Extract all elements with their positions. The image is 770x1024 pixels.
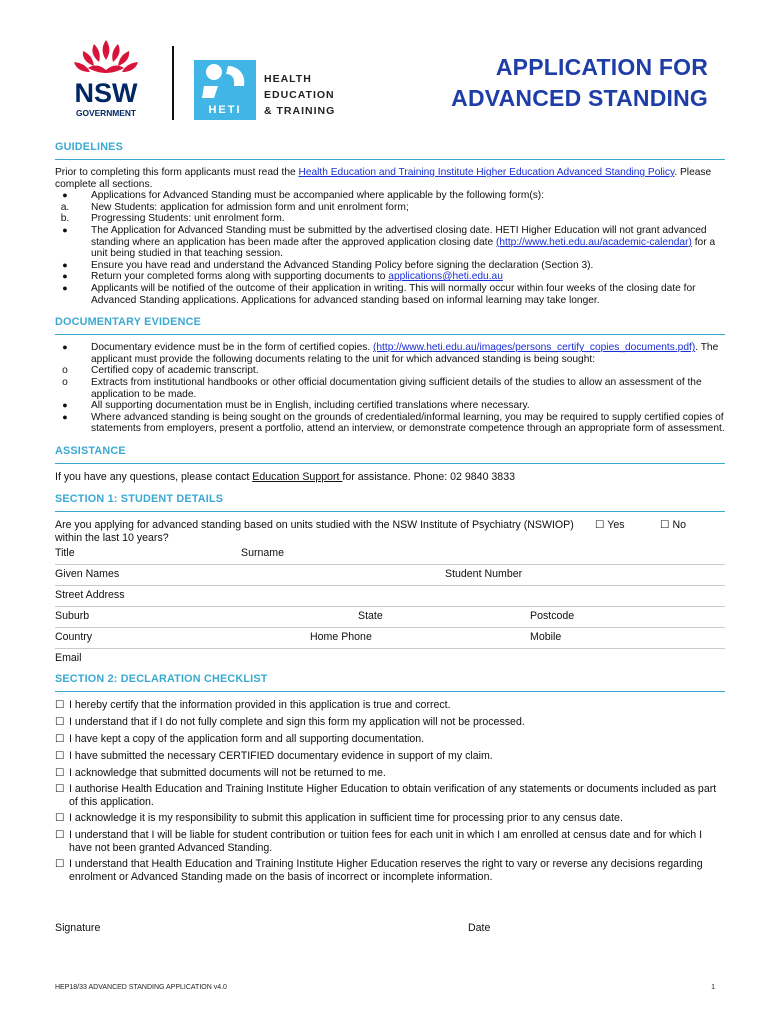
guideline-item (55, 225, 725, 260)
declaration-item[interactable] (55, 829, 725, 854)
checkbox-icon[interactable]: ☐ (55, 732, 65, 745)
evidence-item (55, 400, 725, 412)
evidence-heading: DOCUMENTARY EVIDENCE (55, 316, 725, 335)
bullet-icon: ● (62, 190, 68, 201)
section1-heading: SECTION 1: STUDENT DETAILS (55, 493, 725, 512)
assistance-text (55, 471, 725, 484)
no-checkbox[interactable]: ☐ No (660, 519, 686, 532)
bullet-icon: ● (62, 259, 68, 270)
email-field[interactable]: Email (55, 652, 82, 665)
circle-bullet-icon: o (62, 365, 68, 377)
student-number-field[interactable]: Student Number (445, 568, 523, 581)
section2-heading: SECTION 2: DECLARATION CHECKLIST (55, 673, 725, 692)
guideline-subitem-text: Progressing Students: unit enrolment form. (91, 213, 285, 225)
guidelines-intro-text: Prior to completing this form applicants must read the (55, 167, 299, 178)
heti-logo-badge-text: HETI (208, 104, 242, 116)
home-phone-field[interactable]: Home Phone (310, 631, 372, 644)
checkbox-icon[interactable]: ☐ (55, 829, 65, 842)
evidence-subitem (55, 365, 725, 377)
guideline-text: The Application for Advanced Standing must be submitted by the advertised closing date. HETI Higher Education will not grant advanced standing where an application has been made after the approved application closing date (91, 224, 707, 248)
page-number: 1 (711, 984, 715, 991)
nswiop-options (595, 519, 725, 532)
surname-field[interactable]: Surname (241, 547, 284, 560)
signature-field[interactable]: Signature (55, 922, 101, 934)
bullet-icon: ● (62, 271, 68, 282)
declaration-checklist (55, 699, 725, 883)
education-support-link[interactable]: Education Support (252, 470, 343, 483)
yes-checkbox[interactable]: ☐ Yes (595, 519, 625, 532)
page-title (451, 52, 708, 114)
declaration-item[interactable] (55, 750, 725, 762)
nsw-government-logo (64, 38, 148, 124)
declaration-item[interactable] (55, 812, 725, 824)
state-field[interactable]: State (358, 610, 383, 623)
evidence-subitem-text: Certified copy of academic transcript. (91, 365, 259, 377)
title-field[interactable]: Title (55, 547, 75, 560)
nsw-logo-text: NSW (74, 78, 138, 108)
nsw-logo-subtext: GOVERNMENT (75, 108, 137, 118)
academic-calendar-link[interactable]: (http://www.heti.edu.au/academic-calendar) (495, 236, 692, 248)
field-row (55, 544, 725, 565)
suburb-field[interactable]: Suburb (55, 610, 90, 623)
declaration-text: I understand that if I do not fully complete and sign this form my application will not be processed. (69, 716, 525, 729)
heti-logo (194, 60, 256, 120)
evidence-subitem (55, 377, 725, 400)
evidence-item (55, 342, 725, 365)
heti-logo-wordmark (264, 71, 335, 119)
bullet-icon: ● (62, 282, 68, 293)
guideline-subitem-text: New Students: application for admission form and unit enrolment form; (91, 201, 409, 213)
bullet-icon: ● (62, 342, 68, 353)
list-marker: b. (60, 213, 70, 225)
heti-wordmark-line-1: HEALTH (264, 73, 312, 85)
evidence-text: All supporting documentation must be in English, including certified translations where necessary. (91, 400, 530, 412)
declaration-item[interactable] (55, 716, 725, 728)
bullet-icon: ● (62, 400, 68, 411)
form-content (55, 141, 725, 887)
checkbox-icon[interactable]: ☐ (55, 812, 65, 825)
declaration-item[interactable] (55, 767, 725, 779)
guideline-item (55, 190, 725, 202)
checkbox-icon[interactable]: ☐ (55, 783, 65, 796)
field-row (55, 565, 725, 586)
declaration-text: I authorise Health Education and Training Institute Higher Education to obtain verification of any statements or documents included as part of this application. (69, 783, 717, 808)
evidence-item (55, 412, 725, 435)
field-row (55, 649, 725, 670)
checkbox-icon[interactable]: ☐ (55, 766, 65, 779)
guideline-text: Ensure you have read and understand the Advanced Standing Policy before signing the declaration (Section 3). (91, 259, 594, 271)
guideline-item (55, 283, 725, 306)
certify-copies-link[interactable]: (http://www.heti.edu.au/images/persons_certify_copies_documents.pdf) (373, 342, 696, 354)
date-field[interactable]: Date (468, 922, 491, 934)
bullet-icon: ● (62, 224, 68, 235)
declaration-text: I understand that I will be liable for student contribution or tuition fees for each unit in which I am enrolled at census date and for which I have not been granted Advanced Standing. (69, 829, 703, 854)
declaration-text: I acknowledge it is my responsibility to submit this application in sufficient time for processing prior to any census date. (69, 812, 623, 825)
assistance-text-start: If you have any questions, please contact (55, 470, 253, 483)
heti-wordmark-line-2: EDUCATION (264, 89, 335, 101)
declaration-text: I hereby certify that the information provided in this application is true and correct. (69, 699, 451, 712)
postcode-field[interactable]: Postcode (530, 610, 575, 623)
field-row (55, 607, 725, 628)
declaration-item[interactable] (55, 699, 725, 711)
guideline-text: Applications for Advanced Standing must be accompanied where applicable by the following form(s): (91, 190, 545, 202)
circle-bullet-icon: o (62, 376, 68, 388)
guideline-text-end: for a unit being studied in that teaching session. (91, 236, 716, 260)
heti-wordmark-line-3: & TRAINING (264, 105, 336, 117)
field-row (55, 628, 725, 649)
street-address-field[interactable]: Street Address (55, 589, 125, 602)
student-details-fields (55, 544, 725, 670)
checkbox-icon[interactable]: ☐ (55, 716, 65, 729)
guideline-text: Return your completed forms along with supporting documents to (91, 271, 389, 283)
declaration-item[interactable] (55, 858, 725, 883)
policy-link[interactable]: Health Education and Training Institute Higher Education Advanced Standing Policy (298, 167, 675, 178)
guidelines-intro-end: . Please complete all sections. (55, 167, 712, 190)
evidence-text: Documentary evidence must be in the form of certified copies. (91, 342, 373, 354)
guideline-subitem (55, 213, 725, 225)
page-title-line-1: APPLICATION FOR (495, 54, 708, 80)
evidence-subitem-text: Extracts from institutional handbooks or other official documentation giving sufficient details of the studies to allow an assessment of the application to be made. (91, 376, 702, 400)
mobile-field[interactable]: Mobile (530, 631, 562, 644)
list-marker: a. (60, 201, 70, 213)
assistance-phone: for assistance. Phone: 02 9840 3833 (342, 470, 515, 483)
checkbox-icon[interactable]: ☐ (55, 699, 65, 712)
guideline-item (55, 260, 725, 272)
declaration-text: I acknowledge that submitted documents will not be returned to me. (69, 766, 386, 779)
declaration-text: I have kept a copy of the application form and all supporting documentation. (69, 732, 425, 745)
page-footer (55, 984, 715, 991)
document-code: HEP18/33 ADVANCED STANDING APPLICATION v4.0 (55, 984, 227, 991)
declaration-text: I understand that Health Education and Training Institute Higher Education reserves the right to vary or reverse any decisions regarding enrolment or Advanced Standing made on the basis of incorrect or incomplete information. (69, 858, 703, 883)
evidence-text-end: . The applicant must provide the following documents relating to the unit for which advanced standing is being sought: (91, 342, 719, 365)
checkbox-icon[interactable]: ☐ (55, 858, 65, 871)
declaration-text: I have submitted the necessary CERTIFIED documentary evidence in support of my claim. (69, 749, 493, 762)
guideline-subitem (55, 202, 725, 214)
checkbox-icon[interactable]: ☐ (55, 749, 65, 762)
nswiop-question-row (55, 519, 725, 544)
guidelines-intro (55, 167, 725, 190)
declaration-item[interactable] (55, 783, 725, 808)
logo-divider (172, 46, 174, 120)
declaration-item[interactable] (55, 733, 725, 745)
guideline-text: Applicants will be notified of the outcome of their application in writing. This will normally occur within four weeks of the closing date for Advanced Standing applications. Applications for advanced standing based on informal learning may take longer. (91, 282, 696, 306)
field-row (55, 586, 725, 607)
evidence-text: Where advanced standing is being sought on the grounds of credentialed/informal learning, you may be required to supply certified copies of statements from employers, present a portfolio, attend an interview, or demonstrate competence through an appropriate form of assessment. (91, 411, 725, 435)
given-names-field[interactable]: Given Names (55, 568, 120, 581)
country-field[interactable]: Country (55, 631, 93, 644)
nswiop-question: Are you applying for advanced standing based on units studied with the NSW Institute of Psychiatry (NSWIOP) within the last 10 years? (55, 519, 574, 544)
guidelines-heading: GUIDELINES (55, 141, 725, 160)
signature-row (55, 922, 725, 938)
assistance-heading: ASSISTANCE (55, 445, 725, 464)
guideline-item (55, 271, 725, 283)
page-title-line-2: ADVANCED STANDING (451, 85, 708, 111)
applications-email-link[interactable]: applications@heti.edu.au (388, 271, 503, 283)
bullet-icon: ● (62, 411, 68, 422)
